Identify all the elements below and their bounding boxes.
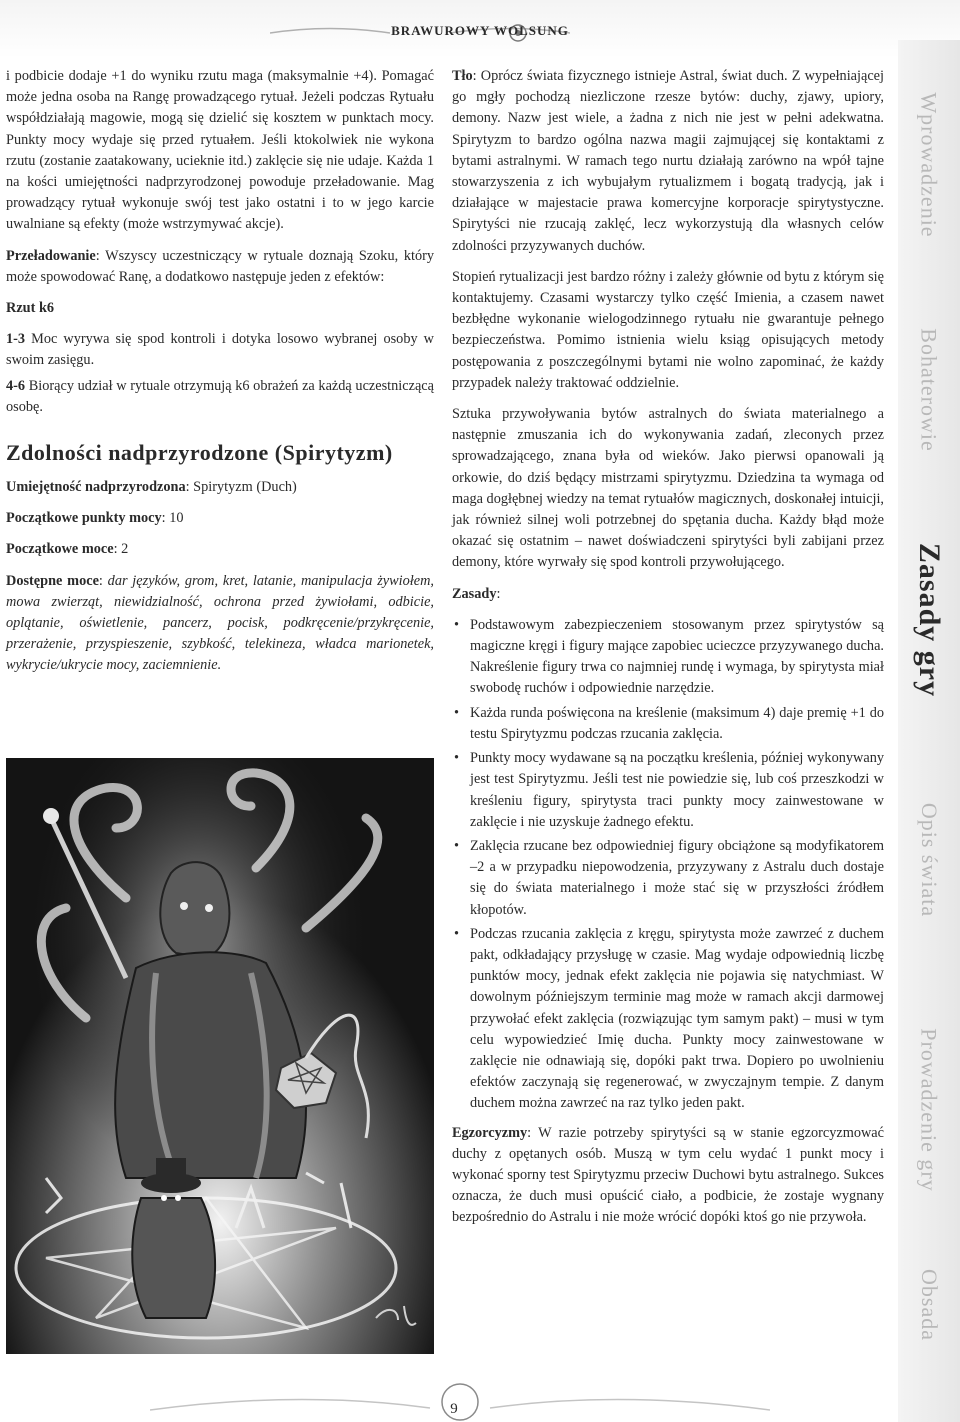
tab-zasady-gry[interactable]: Zasady gry xyxy=(913,542,946,698)
tlo-label: Tło xyxy=(452,68,473,84)
tab-obsada[interactable]: Obsada xyxy=(917,1269,943,1341)
illustration-art xyxy=(6,758,434,1354)
left-column xyxy=(6,66,434,687)
list-item: • Podstawowym zabezpieczeniem stosowanym przez spirytystów są magiczne kręgi i figury mające zapobiec ucieczce przyzywanego ducha. Nakreślenie figury trwa co najmniej rundę i wymaga, by spirytysta miał swobodę ruchów i odpowiednie narzędzie. xyxy=(452,615,884,700)
ritual-paragraph: i podbicie dodaje +1 do wyniku rzutu maga (maksymalnie +4). Pomagać może jedna osoba na Rangę prowadzącego rytuał. Jeżeli podczas Rytuału współdziałają magowie, mogą się dzielić się kosztem w punktach mocy. Punkty mocy wydaje się przed rytuałem. Jeśli ktokolwiek nie wykona rzutu (zostanie zaatakowany, ucieknie itd.) zaklęcie się nie udaje. Każda 1 na kości umiejętności nadprzyrodzonej powoduje przeładowanie. Mag prowadzący rytuał wykonuje swój test jako ostatni i to w jego karcie uwalniane są efekty (może wstrzymywać akcje). xyxy=(6,68,434,233)
page-number: 9 xyxy=(450,1401,458,1417)
tlo-text: : Oprócz świata fizycznego istnieje Astral, świat duch. Z wypełniającej go mgły pochodzą niezliczone rzesze bytów: duchy, zjawy, upiory, demony. Nazw jest wiele, a żadna z nich nie jest w pełni adekwatna. Spirytyzm to bardzo ogólna nazwa magii zajmującej się kontaktami z bytami astralnymi. W ramach tego nurtu działają zarówno na wpół tajne stowarzyszenia z ich wybujałym rytualizmem i bogatą tradycją, jak i działające w majestacie prawa komercyjne korporacje spirytystyczne. Spirytyści nie rzucają zaklęć, lecz wykorzystują dla własnych celów zdolności przyzywanych duchów. xyxy=(452,68,884,254)
tab-prowadzenie-gry[interactable]: Prowadzenie gry xyxy=(917,1028,943,1192)
available-powers xyxy=(6,571,434,677)
tab-bohaterowie[interactable]: Bohaterowie xyxy=(917,328,942,452)
available-separator: : xyxy=(98,572,108,589)
ritualization-paragraph: Stopień rytualizacji jest bardzo różny i zależy głównie od bytu z którym się kontaktujemy. Czasami wystarczy tylko część Imienia, a czasem nawet bezbłędne wykonanie wielogodzinnego rytuału nie gwarantuje pełnego bezpieczeństwa. Pomimo istnienia wielu ksiąg opisujących metody postępowania z poszczególnymi bytami nie wolno zapominać, że każdy przypadek należy traktować oddzielnie. xyxy=(452,268,884,391)
points-line xyxy=(6,508,434,529)
exorcism-label: Egzorcyzmy xyxy=(452,1124,528,1141)
points-label: Początkowe punkty mocy xyxy=(6,510,162,527)
rules-list xyxy=(452,615,884,1115)
roll-row xyxy=(6,376,434,418)
list-item: • Zaklęcia rzucane bez odpowiedniej figury obciążone są modyfikatorem –2 a w przypadku niepowodzenia, przyzywany z Astralu duch dostaje się do świata materialnego i może stać się w przyszłości źródłem kłopotów. xyxy=(452,836,884,921)
powers-label: Początkowe moce xyxy=(6,541,114,558)
tab-wprowadzenie[interactable]: Wprowadzenie xyxy=(917,92,942,238)
overload-text: : Wszyscy uczestniczący w rytuale doznają Szoku, który może spowodować Ranę, a dodatkowo następuje jeden z efektów: xyxy=(6,247,434,285)
exorcism-text: : W razie potrzeby spirytyści są w stanie egzorcyzmować duchy z opętanych osób. Muszą w tym celu wydać 1 punkt mocy i wykonać sporny test Spirytyzmu przeciw Duchowi bytu astralnego. Sukces oznacza, że duch musi opuścić ciało, a podbicie, że zostaje wygnany bezpośrednio do Astralu i nie może wrócić dopóki ktoś go nie przywoła. xyxy=(452,1124,884,1226)
powers-line xyxy=(6,539,434,560)
chapter-tabs xyxy=(898,40,960,1422)
roll-effect: Moc wyrywa się spod kontroli i dotyka losowo wybranej osoby w swoim zasięgu. xyxy=(6,331,434,369)
tab-opis-swiata[interactable]: Opis świata xyxy=(917,802,943,918)
page-header xyxy=(0,0,960,58)
list-item: • Każda runda poświęcona na kreślenie (maksimum 4) daje premię +1 do testu Spirytyzmu podczas rzucania zaklęcia. xyxy=(452,703,884,745)
section-title: Zdolności nadprzyrodzone (Spirytyzm) xyxy=(6,440,393,466)
skill-line xyxy=(6,477,434,498)
roll-effect: Biorący udział w rytuale otrzymują k6 obrażeń za każdą uczestniczącą osobę. xyxy=(6,377,434,415)
overload-label: Przeładowanie xyxy=(6,247,96,264)
rules-colon: : xyxy=(496,585,501,602)
available-label: Dostępne moce xyxy=(6,572,99,589)
roll-range: 4-6 xyxy=(6,377,26,394)
powers-value: : 2 xyxy=(113,541,129,558)
background-paragraph xyxy=(452,66,884,257)
points-value: : 10 xyxy=(161,510,184,527)
available-list: dar języków, grom, kret, latanie, manipulacja żywiołem, mowa zwierząt, niewidzialność, ochrona przed żywiołami, odbicie, oplątanie, oświetlenie, pancerz, pocisk, podkręcenie/przykręcenie, przerażenie, przyspieszenie, szybkość, telekineza, władca marionetek, wykrycie/ukrycie mocy, zaciemnienie. xyxy=(6,572,434,674)
roll-heading: Rzut k6 xyxy=(6,300,55,317)
header-title: BRAWUROWY WOLSUNG xyxy=(391,23,569,38)
overload-paragraph xyxy=(6,246,434,288)
page-number-badge xyxy=(432,1396,476,1422)
list-item: • Podczas rzucania zaklęcia z kręgu, spirytysta może zawrzeć z duchem pakt, odkładający przysługę w czasie. Mag wydaje odpowiednią liczbę punktów mocy, jednak efekt zaklęcia nie pojawia się natychmiast. W dowolnym późniejszym terminie mag może w ramach akcji darmowej przywołać efekt zaklęcia (rozwiązując tym samym pakt) – musi w tym celu wypowiedzieć Imię ducha. Punkty mocy zainwestowane w zaklęcie nie odnawiają się, dopóki pakt trwa. Dopiero po uwolnieniu efektów zaczynają się regenerować, w zwyczajnym tempie. Z danym duchem można zawrzeć na raz tylko jeden pakt. xyxy=(452,924,884,1115)
rules-label: Zasady xyxy=(452,585,497,602)
summoning-paragraph: Sztuka przywoływania bytów astralnych do świata materialnego a następnie zmuszania ich do wykonywania zadań, zleconych przez sprowadzającego, znana była od wieków. Jako pierwsi opanowali ją orkowie, do dziś będący mistrzami spirytyzmu. Dziedzina ta wymaga od maga dogłębnej wiedzy na temat rytuałów magicznych, doskonałej intuicji, jak również silnej woli potrzebnej do spętania ducha. Każdy błąd może okazać się ostatnim – nawet doświadczeni spirytyści byli zabijani przez demony, które wyrwały się spod kontroli przywołującego. xyxy=(452,406,884,571)
right-column xyxy=(452,66,884,1239)
spiritist-illustration xyxy=(6,758,434,1354)
skill-value: : Spirytyzm (Duch) xyxy=(185,479,297,496)
list-item: • Punkty mocy wydawane są na początku kreślenia, później wykonywany jest test Spirytyzmu. Jeśli test nie powiedzie się, lub coś przeszkodzi w kreśleniu figury, spirytysta traci punkty mocy zainwestowane w zaklęcie i nie uzyskuje żadnego efektu. xyxy=(452,748,884,833)
roll-range: 1-3 xyxy=(6,331,26,348)
exorcism-paragraph xyxy=(452,1123,884,1229)
rules-heading xyxy=(452,584,884,605)
roll-row xyxy=(6,329,434,371)
skill-label: Umiejętność nadprzyrodzona xyxy=(6,479,186,496)
